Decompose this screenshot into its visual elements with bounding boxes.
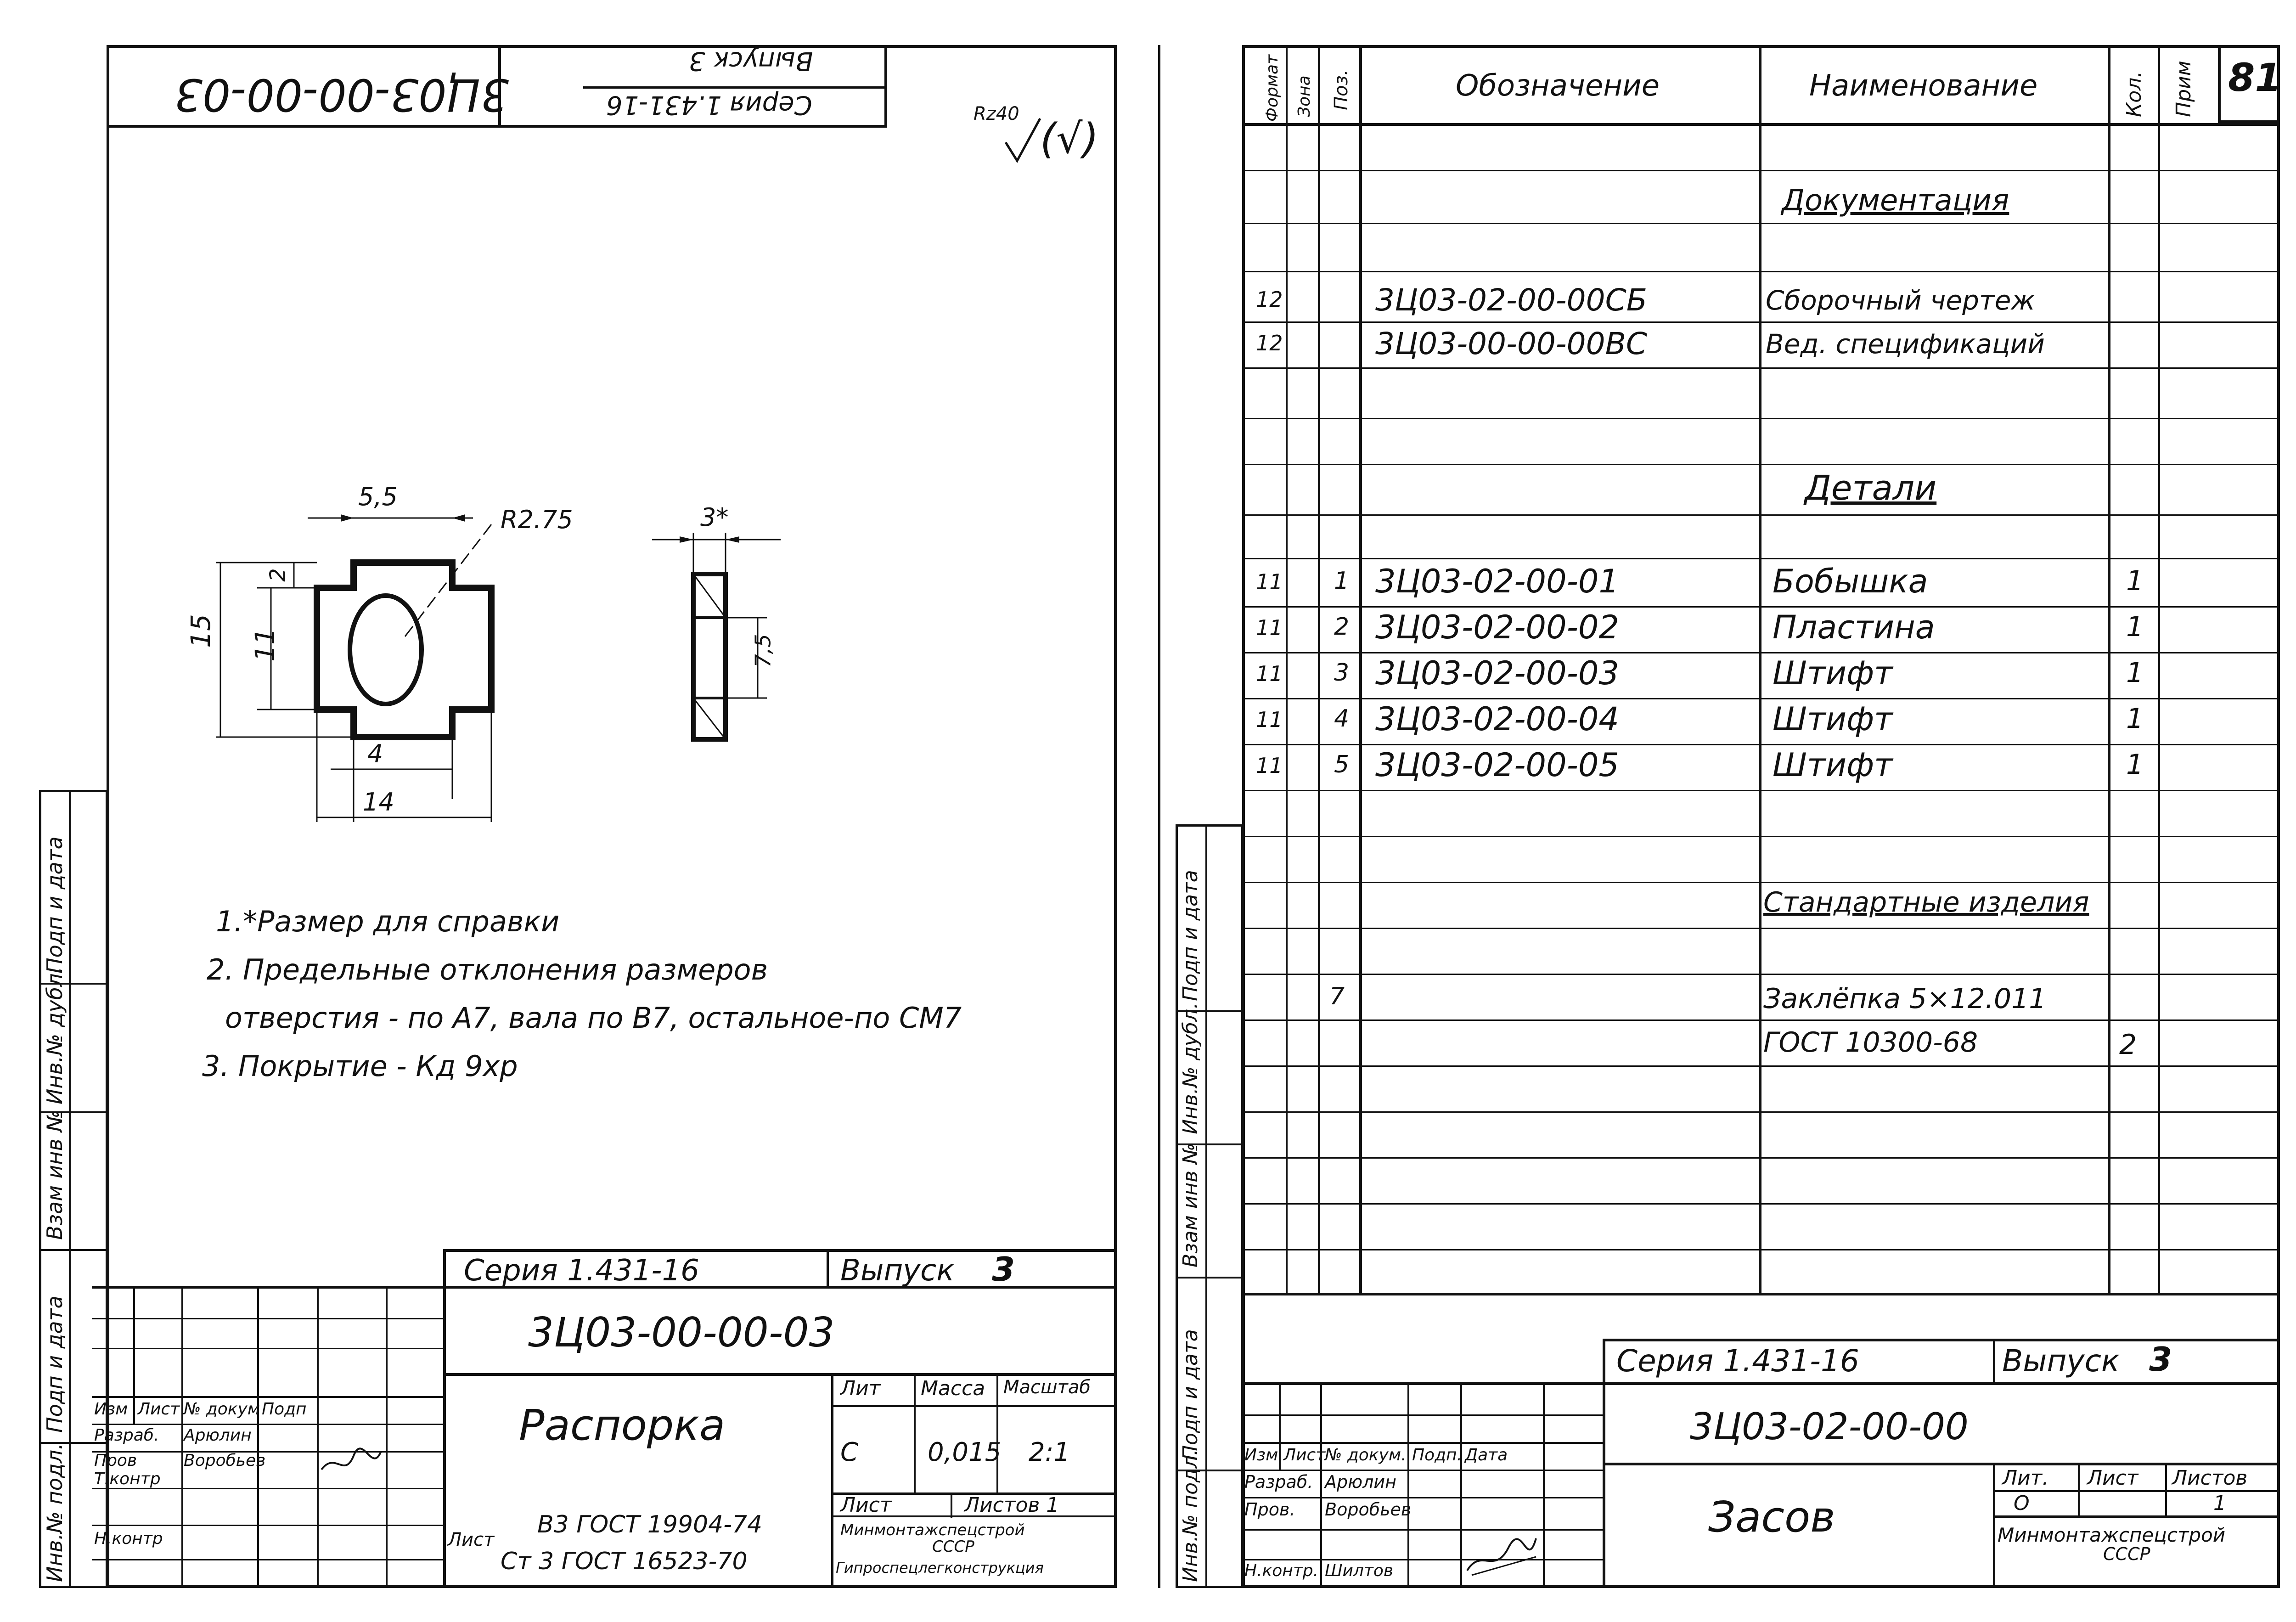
note-1: 1.*Размер для справки — [216, 905, 560, 938]
right-tb-org-1: Минмонтажспецстрой — [1998, 1524, 2226, 1546]
row-4-format: 11 — [1256, 569, 1283, 594]
row-2-oboz: 3Ц03-00-00-00ВС — [1375, 326, 1647, 361]
left-tb-h-izm: Изм — [94, 1400, 128, 1419]
right-side-label-4: Подп и дата — [1179, 1329, 1202, 1460]
dim-notch: 2 — [265, 568, 290, 582]
dim-radius: R2.75 — [501, 505, 573, 534]
col-header-poz: Поз. — [1331, 69, 1352, 110]
row-5-format: 11 — [1256, 615, 1283, 640]
dim-bottom-inner: 4 — [367, 739, 383, 768]
col-header-kol: Кол. — [2122, 71, 2146, 117]
row-5-naim: Пластина — [1773, 608, 1935, 646]
left-tb-name-1: Воробьев — [184, 1451, 266, 1470]
left-side-label-1: Подп и дата — [42, 836, 67, 974]
right-tb-name-0: Арюлин — [1325, 1472, 1396, 1492]
roughness-value: Rz40 — [974, 103, 1019, 124]
left-side-label-3: Взам инв № — [42, 1109, 67, 1240]
left-tb-h-doc: № докум — [184, 1400, 260, 1419]
row-11-kol: 2 — [2119, 1029, 2137, 1061]
dim-height-inner: 11 — [249, 628, 281, 662]
roughness-paren: (√) — [1040, 115, 1099, 163]
row-6-poz: 3 — [1334, 659, 1350, 687]
dim-bottom-outer: 14 — [363, 788, 394, 817]
row-1-format: 12 — [1256, 287, 1283, 312]
left-tb-masshtab-value: 2:1 — [1029, 1437, 1070, 1467]
left-tb-name-0: Арюлин — [184, 1426, 252, 1445]
page-number: 81 — [2228, 55, 2282, 100]
left-tb-lit-value: С — [840, 1437, 859, 1467]
right-tb-role-0: Разраб. — [1244, 1472, 1313, 1492]
right-side-label-2: Инв.№ дубл. — [1179, 1002, 1202, 1134]
right-tb-h-doc: № докум. — [1325, 1446, 1407, 1464]
row-8-format: 11 — [1256, 753, 1283, 778]
right-tb-h-izm: Изм — [1244, 1446, 1278, 1464]
left-tb-vypusk-num: 3 — [992, 1250, 1015, 1289]
left-side-label-5: Инв.№ подл. — [42, 1443, 67, 1582]
left-tb-h-podp: Подп — [262, 1400, 307, 1419]
left-stamp-seriya: Серия 1.431-16 — [606, 90, 812, 120]
row-7-format: 11 — [1256, 707, 1283, 732]
right-side-label-1: Подп и дата — [1179, 870, 1202, 1001]
row-2-naim: Вед. спецификаций — [1766, 328, 2045, 360]
left-tb-h-list: Лист — [138, 1400, 180, 1419]
right-tb-vypusk: Выпуск — [2002, 1343, 2120, 1379]
row-4-oboz: 3Ц03-02-00-01 — [1375, 563, 1619, 600]
left-tb-material-prefix: Лист — [448, 1529, 495, 1550]
row-1-oboz: 3Ц03-02-00-00СБ — [1375, 282, 1647, 318]
row-4-naim: Бобышка — [1773, 563, 1928, 600]
left-tb-list-label: Лист — [840, 1493, 892, 1517]
left-tb-massa-value: 0,015 — [928, 1437, 1002, 1467]
left-tb-org-3: Гипроспецлегконструкция — [836, 1559, 1044, 1577]
row-10-poz: 7 — [1329, 983, 1345, 1010]
left-tb-material-2: Ст 3 ГОСТ 16523-70 — [501, 1548, 748, 1575]
right-side-label-5: Инв.№ подл. — [1179, 1449, 1202, 1582]
right-side-label-3: Взам инв № — [1179, 1143, 1202, 1267]
left-tb-lit-label: Лит — [840, 1377, 881, 1400]
right-tb-org-2: СССР — [2103, 1544, 2150, 1564]
left-tb-name: Распорка — [519, 1401, 726, 1450]
right-tb-name-2: Шилтов — [1325, 1561, 1394, 1580]
roughness-check-icon — [1003, 115, 1045, 165]
right-tb-list-label: Лист — [2087, 1466, 2138, 1490]
col-header-oboznachenie: Обозначение — [1456, 69, 1660, 103]
row-5-kol: 1 — [2126, 611, 2144, 643]
right-tb-h-data: Дата — [1465, 1446, 1508, 1464]
row-8-oboz: 3Ц03-02-00-05 — [1375, 746, 1619, 784]
note-2: 2. Предельные отклонения размеров — [207, 953, 768, 986]
row-1-naim: Сборочный чертеж — [1766, 285, 2035, 316]
right-tb-name: Засов — [1708, 1492, 1835, 1542]
row-6-oboz: 3Ц03-02-00-03 — [1375, 654, 1619, 692]
row-4-poz: 1 — [1334, 567, 1350, 595]
section-documentation: Документация — [1782, 184, 2009, 218]
left-tb-designation: 3Ц03-00-00-03 — [528, 1309, 835, 1356]
right-tb-designation: 3Ц03-02-00-00 — [1690, 1405, 1969, 1448]
note-2-cont: отверстия - по A7, вала по B7, остальное-по CM7 — [225, 1001, 962, 1035]
left-stamp-code: 3Ц03-00-00-03 — [174, 69, 509, 120]
note-3: 3. Покрытие - Кд 9хр — [202, 1049, 518, 1083]
dim-thickness: 3* — [700, 503, 729, 532]
left-tb-seriya: Серия 1.431-16 — [464, 1254, 699, 1288]
row-6-kol: 1 — [2126, 657, 2144, 689]
row-10-naim: Заклёпка 5×12.011 — [1763, 983, 2047, 1015]
right-tb-seriya: Серия 1.431-16 — [1616, 1343, 1859, 1379]
row-8-naim: Штифт — [1773, 746, 1893, 784]
col-header-zona: Зона — [1295, 75, 1314, 117]
right-tb-signature-icon — [1463, 1529, 1541, 1584]
row-7-naim: Штифт — [1773, 700, 1893, 738]
left-stamp-vypusk: Выпуск 3 — [689, 46, 813, 76]
right-tb-h-podp: Подп. — [1412, 1446, 1462, 1464]
right-tb-name-1: Воробьев — [1325, 1499, 1412, 1520]
right-tb-h-list: Лист — [1283, 1446, 1326, 1464]
col-header-naimenovanie: Наименование — [1809, 69, 2038, 103]
left-tb-org-2: СССР — [932, 1538, 974, 1556]
right-tb-listov-value: 1 — [2213, 1492, 2226, 1515]
left-tb-org-1: Минмонтажспецстрой — [840, 1521, 1025, 1539]
left-tb-signature-icon — [317, 1442, 386, 1483]
left-tb-role-2: Т.контр — [94, 1470, 161, 1488]
right-tb-lit-value: О — [2014, 1492, 2030, 1515]
row-2-format: 12 — [1256, 331, 1283, 355]
dim-height-outer: 15 — [185, 614, 216, 648]
row-5-poz: 2 — [1334, 613, 1350, 641]
row-7-oboz: 3Ц03-02-00-04 — [1375, 700, 1619, 738]
section-standard-items: Стандартные изделия — [1763, 886, 2089, 918]
row-8-poz: 5 — [1334, 751, 1350, 778]
row-11-naim: ГОСТ 10300-68 — [1763, 1026, 1978, 1059]
right-tb-role-2: Н.контр. — [1244, 1561, 1319, 1580]
row-4-kol: 1 — [2126, 565, 2144, 597]
sheet-divider — [1158, 45, 1160, 1588]
right-tb-lit-label: Лит. — [2002, 1466, 2049, 1490]
left-tb-masshtab-label: Масштаб — [1003, 1377, 1091, 1398]
right-tb-role-1: Пров. — [1244, 1499, 1295, 1520]
right-tb-listov-label: Листов — [2172, 1466, 2248, 1490]
row-6-naim: Штифт — [1773, 654, 1893, 692]
right-tb-vypusk-num: 3 — [2149, 1340, 2172, 1379]
col-header-format: Формат — [1263, 54, 1282, 122]
left-tb-vypusk: Выпуск — [840, 1254, 954, 1288]
row-7-poz: 4 — [1334, 705, 1350, 732]
left-tb-material-1: В3 ГОСТ 19904-74 — [537, 1511, 763, 1538]
left-side-label-2: Инв.№ дубл. — [42, 966, 67, 1104]
row-8-kol: 1 — [2126, 749, 2144, 781]
dim-slot: 7,5 — [750, 634, 776, 668]
row-5-oboz: 3Ц03-02-00-02 — [1375, 608, 1619, 646]
left-tb-massa-label: Масса — [921, 1377, 985, 1400]
col-header-prim: Прим — [2172, 61, 2195, 117]
row-7-kol: 1 — [2126, 703, 2144, 735]
left-side-label-4: Подп и дата — [42, 1295, 67, 1433]
section-details: Детали — [1805, 468, 1937, 508]
row-6-format: 11 — [1256, 661, 1283, 686]
left-tb-role-1: Пров — [94, 1451, 137, 1470]
left-tb-role-3: Н.контр — [94, 1529, 163, 1548]
left-tb-listov-label: Листов 1 — [964, 1493, 1059, 1517]
dim-width-top: 5,5 — [358, 482, 398, 511]
left-tb-role-0: Разраб. — [94, 1426, 159, 1445]
